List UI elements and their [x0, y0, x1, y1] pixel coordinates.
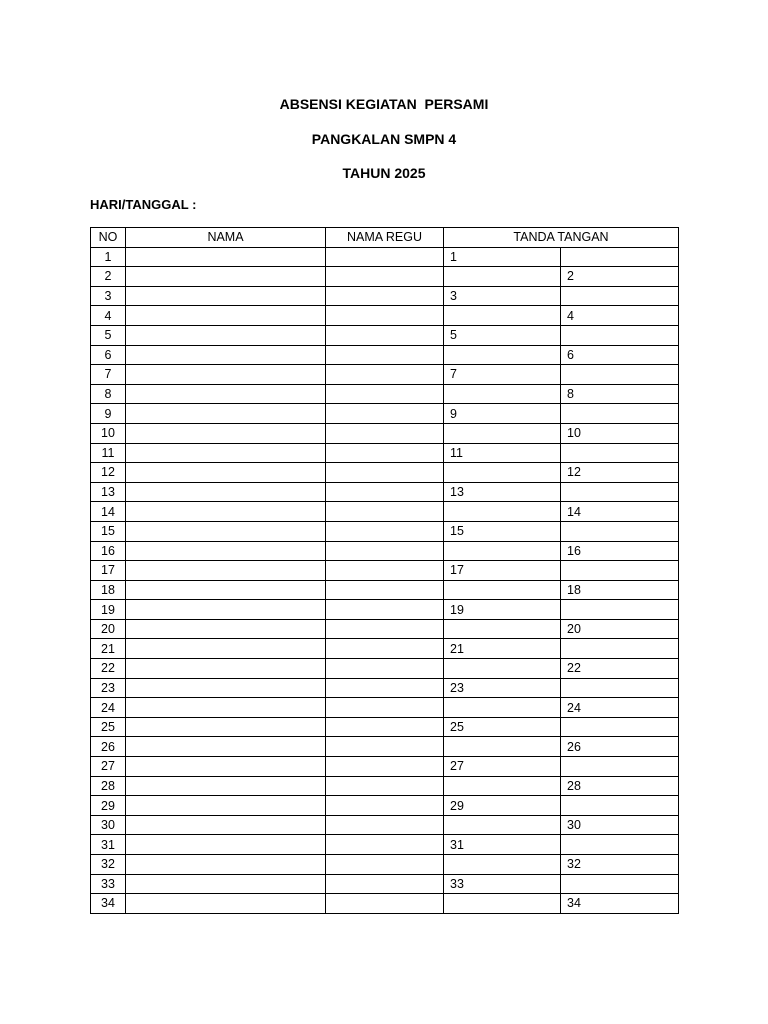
- signature-right-cell: [561, 796, 679, 816]
- signature-left-cell: 29: [444, 796, 561, 816]
- nama-regu-cell: [326, 678, 444, 698]
- signature-left-cell: 5: [444, 325, 561, 345]
- nama-cell: [126, 463, 326, 483]
- signature-right-cell: [561, 561, 679, 581]
- signature-left-cell: [444, 580, 561, 600]
- table-row: [91, 561, 679, 581]
- signature-right-cell: 30: [561, 815, 679, 835]
- table-row: [91, 894, 679, 914]
- table-body: [91, 247, 679, 913]
- nama-cell: [126, 894, 326, 914]
- document-year: TAHUN 2025: [342, 165, 426, 181]
- nama-regu-cell: [326, 717, 444, 737]
- nama-cell: [126, 482, 326, 502]
- table-header-row: [91, 228, 679, 248]
- signature-right-cell: 20: [561, 619, 679, 639]
- signature-right-cell: [561, 874, 679, 894]
- table-row: [91, 835, 679, 855]
- table-row: [91, 580, 679, 600]
- nama-cell: [126, 541, 326, 561]
- nama-regu-cell: [326, 600, 444, 620]
- nama-regu-cell: [326, 423, 444, 443]
- row-number: 19: [91, 600, 126, 620]
- table-row: [91, 365, 679, 385]
- table-row: [91, 286, 679, 306]
- signature-right-cell: 34: [561, 894, 679, 914]
- signature-right-cell: [561, 482, 679, 502]
- nama-regu-cell: [326, 815, 444, 835]
- nama-regu-cell: [326, 561, 444, 581]
- row-number: 25: [91, 717, 126, 737]
- nama-cell: [126, 639, 326, 659]
- signature-right-cell: [561, 365, 679, 385]
- signature-right-cell: [561, 639, 679, 659]
- signature-right-cell: 4: [561, 306, 679, 326]
- signature-right-cell: 18: [561, 580, 679, 600]
- signature-left-cell: [444, 306, 561, 326]
- nama-cell: [126, 659, 326, 679]
- row-number: 12: [91, 463, 126, 483]
- table-row: [91, 776, 679, 796]
- nama-cell: [126, 247, 326, 267]
- nama-cell: [126, 855, 326, 875]
- row-number: 22: [91, 659, 126, 679]
- signature-right-cell: [561, 835, 679, 855]
- signature-left-cell: [444, 737, 561, 757]
- document-title: ABSENSI KEGIATAN PERSAMI: [279, 96, 489, 112]
- row-number: 1: [91, 247, 126, 267]
- nama-regu-cell: [326, 247, 444, 267]
- table-row: [91, 443, 679, 463]
- nama-cell: [126, 796, 326, 816]
- signature-right-cell: 14: [561, 502, 679, 522]
- nama-cell: [126, 678, 326, 698]
- table-row: [91, 855, 679, 875]
- attendance-table: [90, 227, 679, 914]
- row-number: 16: [91, 541, 126, 561]
- signature-right-cell: 16: [561, 541, 679, 561]
- row-number: 11: [91, 443, 126, 463]
- table-row: [91, 698, 679, 718]
- nama-regu-cell: [326, 267, 444, 287]
- signature-left-cell: [444, 345, 561, 365]
- nama-regu-cell: [326, 404, 444, 424]
- signature-left-cell: [444, 815, 561, 835]
- nama-regu-cell: [326, 835, 444, 855]
- nama-regu-cell: [326, 619, 444, 639]
- nama-regu-cell: [326, 345, 444, 365]
- table-row: [91, 247, 679, 267]
- table-row: [91, 325, 679, 345]
- row-number: 9: [91, 404, 126, 424]
- signature-left-cell: [444, 384, 561, 404]
- table-row: [91, 521, 679, 541]
- row-number: 32: [91, 855, 126, 875]
- signature-left-cell: 27: [444, 757, 561, 777]
- signature-right-cell: [561, 678, 679, 698]
- signature-left-cell: [444, 463, 561, 483]
- row-number: 18: [91, 580, 126, 600]
- signature-right-cell: 6: [561, 345, 679, 365]
- nama-cell: [126, 717, 326, 737]
- signature-left-cell: 23: [444, 678, 561, 698]
- nama-cell: [126, 580, 326, 600]
- nama-regu-cell: [326, 384, 444, 404]
- nama-regu-cell: [326, 659, 444, 679]
- nama-cell: [126, 561, 326, 581]
- row-number: 26: [91, 737, 126, 757]
- column-header-nama: NAMA: [126, 228, 326, 248]
- signature-left-cell: 3: [444, 286, 561, 306]
- signature-right-cell: 2: [561, 267, 679, 287]
- row-number: 28: [91, 776, 126, 796]
- row-number: 6: [91, 345, 126, 365]
- nama-cell: [126, 874, 326, 894]
- row-number: 21: [91, 639, 126, 659]
- date-label: HARI/TANGGAL :: [90, 197, 197, 212]
- signature-right-cell: 24: [561, 698, 679, 718]
- row-number: 14: [91, 502, 126, 522]
- row-number: 33: [91, 874, 126, 894]
- table-row: [91, 502, 679, 522]
- signature-right-cell: 12: [561, 463, 679, 483]
- signature-right-cell: [561, 521, 679, 541]
- signature-left-cell: [444, 267, 561, 287]
- nama-cell: [126, 423, 326, 443]
- signature-right-cell: 26: [561, 737, 679, 757]
- row-number: 27: [91, 757, 126, 777]
- row-number: 15: [91, 521, 126, 541]
- nama-regu-cell: [326, 639, 444, 659]
- signature-left-cell: 33: [444, 874, 561, 894]
- signature-left-cell: [444, 855, 561, 875]
- nama-cell: [126, 404, 326, 424]
- signature-left-cell: 17: [444, 561, 561, 581]
- signature-left-cell: [444, 894, 561, 914]
- nama-regu-cell: [326, 365, 444, 385]
- table-row: [91, 384, 679, 404]
- nama-cell: [126, 835, 326, 855]
- column-header-no: NO: [91, 228, 126, 248]
- signature-left-cell: 9: [444, 404, 561, 424]
- signature-right-cell: 8: [561, 384, 679, 404]
- signature-left-cell: [444, 776, 561, 796]
- nama-regu-cell: [326, 698, 444, 718]
- nama-cell: [126, 600, 326, 620]
- nama-cell: [126, 757, 326, 777]
- table-row: [91, 659, 679, 679]
- signature-left-cell: [444, 659, 561, 679]
- signature-left-cell: [444, 423, 561, 443]
- signature-left-cell: 31: [444, 835, 561, 855]
- nama-cell: [126, 737, 326, 757]
- nama-cell: [126, 443, 326, 463]
- nama-regu-cell: [326, 776, 444, 796]
- nama-cell: [126, 521, 326, 541]
- column-header-nama-regu: NAMA REGU: [326, 228, 444, 248]
- signature-right-cell: [561, 404, 679, 424]
- signature-left-cell: 13: [444, 482, 561, 502]
- nama-regu-cell: [326, 443, 444, 463]
- signature-right-cell: [561, 757, 679, 777]
- row-number: 13: [91, 482, 126, 502]
- table-row: [91, 757, 679, 777]
- table-row: [91, 423, 679, 443]
- nama-cell: [126, 267, 326, 287]
- table-row: [91, 600, 679, 620]
- signature-right-cell: [561, 325, 679, 345]
- row-number: 4: [91, 306, 126, 326]
- nama-regu-cell: [326, 894, 444, 914]
- nama-cell: [126, 286, 326, 306]
- nama-regu-cell: [326, 757, 444, 777]
- nama-regu-cell: [326, 325, 444, 345]
- nama-regu-cell: [326, 502, 444, 522]
- row-number: 23: [91, 678, 126, 698]
- signature-right-cell: 28: [561, 776, 679, 796]
- table-row: [91, 267, 679, 287]
- table-row: [91, 619, 679, 639]
- signature-right-cell: 32: [561, 855, 679, 875]
- table-row: [91, 463, 679, 483]
- table-row: [91, 796, 679, 816]
- table-row: [91, 639, 679, 659]
- table-row: [91, 404, 679, 424]
- row-number: 10: [91, 423, 126, 443]
- document-subtitle: PANGKALAN SMPN 4: [311, 131, 457, 147]
- nama-regu-cell: [326, 521, 444, 541]
- signature-left-cell: [444, 698, 561, 718]
- signature-right-cell: [561, 717, 679, 737]
- nama-regu-cell: [326, 580, 444, 600]
- nama-regu-cell: [326, 855, 444, 875]
- nama-regu-cell: [326, 463, 444, 483]
- nama-cell: [126, 306, 326, 326]
- table-row: [91, 874, 679, 894]
- signature-right-cell: [561, 443, 679, 463]
- row-number: 8: [91, 384, 126, 404]
- signature-left-cell: [444, 541, 561, 561]
- table-row: [91, 737, 679, 757]
- signature-right-cell: [561, 600, 679, 620]
- row-number: 5: [91, 325, 126, 345]
- table-row: [91, 482, 679, 502]
- nama-cell: [126, 502, 326, 522]
- table-row: [91, 815, 679, 835]
- table-row: [91, 345, 679, 365]
- nama-cell: [126, 384, 326, 404]
- row-number: 24: [91, 698, 126, 718]
- signature-left-cell: 7: [444, 365, 561, 385]
- signature-left-cell: 21: [444, 639, 561, 659]
- signature-left-cell: 19: [444, 600, 561, 620]
- row-number: 34: [91, 894, 126, 914]
- row-number: 30: [91, 815, 126, 835]
- signature-left-cell: [444, 502, 561, 522]
- row-number: 3: [91, 286, 126, 306]
- nama-regu-cell: [326, 541, 444, 561]
- nama-regu-cell: [326, 482, 444, 502]
- signature-right-cell: [561, 286, 679, 306]
- nama-regu-cell: [326, 306, 444, 326]
- row-number: 20: [91, 619, 126, 639]
- row-number: 2: [91, 267, 126, 287]
- nama-regu-cell: [326, 286, 444, 306]
- nama-cell: [126, 619, 326, 639]
- table-row: [91, 306, 679, 326]
- signature-left-cell: [444, 619, 561, 639]
- nama-cell: [126, 815, 326, 835]
- signature-right-cell: 22: [561, 659, 679, 679]
- signature-left-cell: 11: [444, 443, 561, 463]
- column-header-tanda-tangan: TANDA TANGAN: [444, 228, 679, 248]
- table-row: [91, 678, 679, 698]
- table-row: [91, 541, 679, 561]
- signature-left-cell: 15: [444, 521, 561, 541]
- nama-cell: [126, 698, 326, 718]
- nama-cell: [126, 776, 326, 796]
- row-number: 17: [91, 561, 126, 581]
- signature-left-cell: 25: [444, 717, 561, 737]
- signature-left-cell: 1: [444, 247, 561, 267]
- nama-regu-cell: [326, 874, 444, 894]
- row-number: 7: [91, 365, 126, 385]
- nama-cell: [126, 365, 326, 385]
- signature-right-cell: 10: [561, 423, 679, 443]
- nama-regu-cell: [326, 737, 444, 757]
- signature-right-cell: [561, 247, 679, 267]
- nama-cell: [126, 345, 326, 365]
- nama-regu-cell: [326, 796, 444, 816]
- nama-cell: [126, 325, 326, 345]
- row-number: 31: [91, 835, 126, 855]
- row-number: 29: [91, 796, 126, 816]
- table-row: [91, 717, 679, 737]
